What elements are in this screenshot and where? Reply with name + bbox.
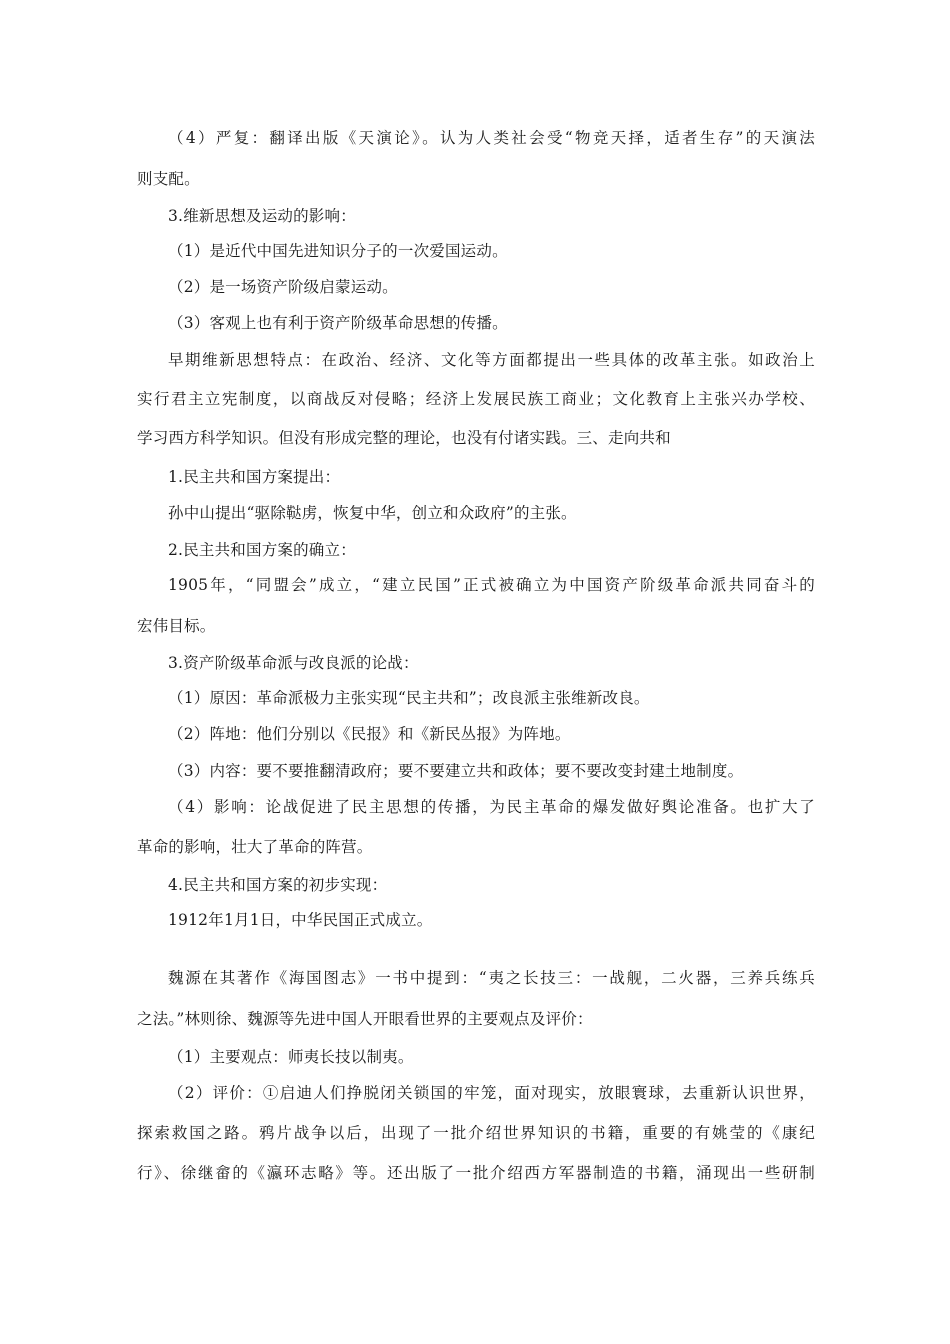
text-line: （1）原因：革命派极力主张实现“民主共和”；改良派主张维新改良。 <box>168 689 650 707</box>
text-line: 探索救国之路。鸦片战争以后，出现了一批介绍世界知识的书籍，重要的有姚莹的《康纪 <box>137 1124 815 1142</box>
text-line: 2.民主共和国方案的确立： <box>168 541 356 559</box>
text-line: 1905年，“同盟会”成立，“建立民国”正式被确立为中国资产阶级革命派共同奋斗的 <box>168 576 815 594</box>
text-line: （1）主要观点：师夷长技以制夷。 <box>168 1048 414 1066</box>
text-line: 则支配。 <box>137 170 200 188</box>
text-line: 孙中山提出“驱除鞑虏，恢复中华，创立和众政府”的主张。 <box>168 504 577 522</box>
text-line: 革命的影响，壮大了革命的阵营。 <box>137 838 373 856</box>
text-line: （1）是近代中国先进知识分子的一次爱国运动。 <box>168 242 508 260</box>
text-line: 宏伟目标。 <box>137 617 216 635</box>
text-line: 之法。”林则徐、魏源等先进中国人开眼看世界的主要观点及评价： <box>137 1010 593 1028</box>
text-line: 学习西方科学知识。但没有形成完整的理论，也没有付诸实践。三、走向共和 <box>137 429 671 447</box>
text-line: 魏源在其著作《海国图志》一书中提到：“夷之长技三：一战舰，二火器，三养兵练兵 <box>168 969 815 987</box>
text-line: （2）评价：①启迪人们挣脱闭关锁国的牢笼，面对现实，放眼寰球，去重新认识世界， <box>168 1084 815 1102</box>
text-line: 3.资产阶级革命派与改良派的论战： <box>168 654 419 672</box>
text-line: 行》、徐继畲的《瀛环志略》等。还出版了一批介绍西方军器制造的书籍，涌现出一些研制 <box>137 1164 815 1182</box>
text-line: （3）客观上也有利于资产阶级革命思想的传播。 <box>168 314 508 332</box>
text-line: 1.民主共和国方案提出： <box>168 468 341 486</box>
text-line: （4）影响：论战促进了民主思想的传播，为民主革命的爆发做好舆论准备。也扩大了 <box>168 798 815 816</box>
text-line: 3.维新思想及运动的影响： <box>168 207 356 225</box>
text-line: 早期维新思想特点：在政治、经济、文化等方面都提出一些具体的改革主张。如政治上 <box>168 351 815 369</box>
text-line: （2）阵地：他们分别以《民报》和《新民丛报》为阵地。 <box>168 725 571 743</box>
text-line: （2）是一场资产阶级启蒙运动。 <box>168 278 398 296</box>
text-line: 实行君主立宪制度，以商战反对侵略；经济上发展民族工商业；文化教育上主张兴办学校、 <box>137 390 815 408</box>
text-line: （3）内容：要不要推翻清政府；要不要建立共和政体；要不要改变封建土地制度。 <box>168 762 744 780</box>
text-line: 1912年1月1日，中华民国正式成立。 <box>168 911 433 929</box>
text-line: 4.民主共和国方案的初步实现： <box>168 876 388 894</box>
text-line: （4）严复：翻译出版《天演论》。认为人类社会受“物竞天择，适者生存”的天演法 <box>168 129 815 147</box>
